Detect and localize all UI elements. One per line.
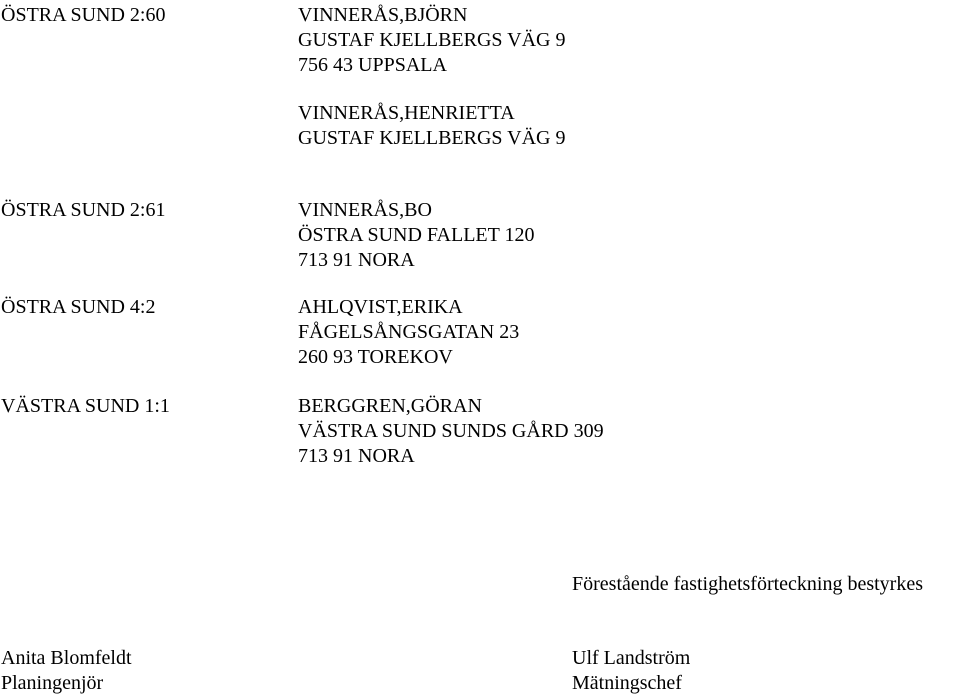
owner-name: BERGGREN,GÖRAN — [298, 395, 482, 417]
owner-street: GUSTAF KJELLBERGS VÄG 9 — [298, 127, 566, 149]
signatory-name: Anita Blomfeldt — [1, 647, 132, 669]
owner-name: AHLQVIST,ERIKA — [298, 296, 463, 318]
property-designation: ÖSTRA SUND 2:61 — [1, 199, 166, 221]
property-designation: ÖSTRA SUND 2:60 — [1, 4, 166, 26]
owner-street: VÄSTRA SUND SUNDS GÅRD 309 — [298, 420, 604, 442]
owner-street: GUSTAF KJELLBERGS VÄG 9 — [298, 29, 566, 51]
owner-postal: 756 43 UPPSALA — [298, 54, 447, 76]
owner-postal: 260 93 TOREKOV — [298, 346, 453, 368]
owner-name: VINNERÅS,BO — [298, 199, 432, 221]
certification-statement: Förestående fastighetsförteckning bestyrkes — [572, 573, 924, 595]
signatory-title: Planingenjör — [1, 672, 104, 694]
owner-street: FÅGELSÅNGSGATAN 23 — [298, 321, 520, 343]
owner-postal: 713 91 NORA — [298, 445, 415, 467]
property-designation: ÖSTRA SUND 4:2 — [1, 296, 156, 318]
signatory-title: Mätningschef — [572, 672, 682, 694]
owner-street: ÖSTRA SUND FALLET 120 — [298, 224, 535, 246]
property-designation: VÄSTRA SUND 1:1 — [1, 395, 170, 417]
owner-postal: 713 91 NORA — [298, 249, 415, 271]
owner-name: VINNERÅS,HENRIETTA — [298, 102, 515, 124]
owner-name: VINNERÅS,BJÖRN — [298, 4, 468, 26]
signatory-name: Ulf Landström — [572, 647, 691, 669]
